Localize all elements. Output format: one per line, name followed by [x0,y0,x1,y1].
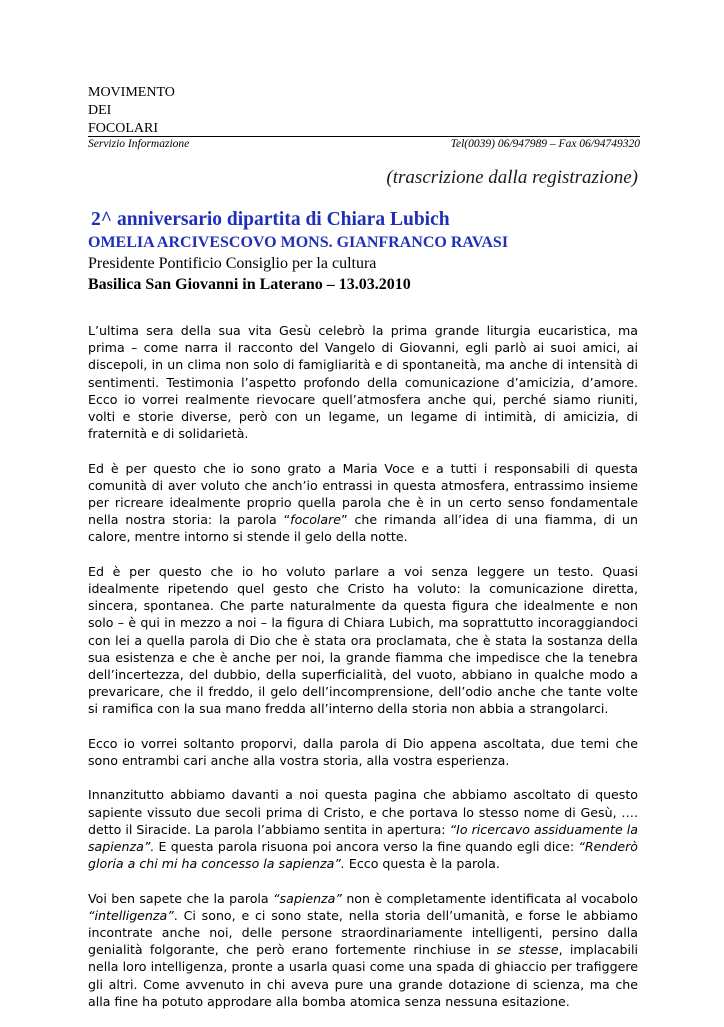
emphasis-intelligenza: “intelligenza” [88,907,174,923]
service-label: Servizio Informazione [88,138,190,150]
paragraph-6: Voi ben sapete che la parola “sapienza” non è completamente identificata al vocabolo “intelligenza”. Ci sono, e ci sono state, nella storia dell’umanità, e forse le abbiamo incontrate anche noi, delle persone straordinariamente intelligenti, persino dalla genialità folgorante, che però erano fortemente rinchiuse in se stesse, implacabili nella loro intelligenza, pronte a usarla quasi come una spada di ghiaccio per trafiggere gli altri. Come avvenuto in chi aveva pure una grande dotazione di scienza, ma che alla fine ha potuto approdare alla bomba atomica senza nessuna esitazione. [88,890,638,1009]
quote-ricercavo: “Io ricercavo assiduamente la sapienza”. [88,821,638,855]
emphasis-focolare: focolare [290,512,342,528]
transcription-note: (trascrizione dalla registrazione) [386,167,638,188]
header-divider [88,136,640,137]
document-body [88,322,638,1027]
speaker-role: Presidente Pontificio Consiglio per la cultura [88,255,377,272]
quote-rendero-gloria: “Renderò gloria a chi mi ha concesso la sapienza”. [88,839,638,872]
emphasis-sapienza: “sapienza” [273,890,342,906]
emphasis-se-stesse: se stesse [496,942,559,958]
paragraph-3: Ed è per questo che io ho voluto parlare a voi senza leggere un testo. Quasi idealmente ripetendo quel gesto che Cristo ha voluto: la comunicazione diretta, sincera, spontanea. Che parte naturalmente da questa figura che idealmente e non solo – è qui in mezzo a noi – la figura di Chiara Lubich, ma soprattutto incoraggiandoci con lei a quella parola di Dio che è stata ora proclamata, che è stata la sostanza della sua esistenza e che è anche per noi, la grande fiamma che impedisce che la tenebra dell’incertezza, del dubbio, della superficialità, del vuoto, abbiano in qualche modo a prevaricare, che il freddo, il gelo dell’incomprensione, dell’odio anche che tante volte si ramifica con la sua mano fredda all’interno della storia non abbia a strangolarci. [88,563,638,717]
anniversary-title: 2^ anniversario dipartita di Chiara Lubich [91,209,450,230]
org-name-line-2: DEI [88,103,112,118]
org-name-line-1: MOVIMENTO [88,85,175,100]
org-name-line-3: FOCOLARI [88,121,159,136]
header-subline [88,138,640,150]
paragraph-1: L’ultima sera della sua vita Gesù celebrò la prima grande liturgia eucaristica, ma prima – come narra il racconto del Vangelo di Giovanni, egli parlò ai suoi amici, ai discepoli, in un clima non solo di famigliarità e di spontaneità, ma anche di intensità di sentimenti. Testimonia l’aspetto profondo della comunicazione d’amicizia, d’amore. Ecco io vorrei realmente rievocare quell’atmosfera anche qui, perché siamo riuniti, volti e storie diverse, però con un legame, un legame di intimità, di amicizia, di fraternità e di solidarietà. [88,323,638,442]
paragraph-4: Ecco io vorrei soltanto proporvi, dalla parola di Dio appena ascoltata, due temi che sono entrambi cari anche alla vostra storia, alla vostra esperienza. [88,735,638,769]
paragraph-2: Ed è per questo che io sono grato a Maria Voce e a tutti i responsabili di questa comunità di aver voluto che anch’io entrassi in questa atmosfera, entrassimo insieme per ricreare idealmente proprio quella parola che è in un certo senso fondamentale nella nostra storia: la parola “focolare” che rimanda all’idea di una fiamma, di un calore, mentre intorno si stende il gelo della notte. [88,460,638,545]
organization-header [88,84,640,138]
document-title-block [88,208,648,296]
paragraph-5: Innanzitutto abbiamo davanti a noi questa pagina che abbiamo ascoltato di questo sapiente vissuto due secoli prima di Cristo, e che portava lo stesso nome di Gesù, …. detto il Siracide. La parola l’abbiamo sentita in apertura: “Io ricercavo assiduamente la sapienza”. E questa parola risuona poi ancora verso la fine quando egli dice: “Renderò gloria a chi mi ha concesso la sapienza”. Ecco questa è la parola. [88,787,638,872]
contact-info: Tel(0039) 06/947989 – Fax 06/94749320 [450,138,640,150]
place-date: Basilica San Giovanni in Laterano – 13.03.2010 [88,276,411,293]
homily-title: OMELIA ARCIVESCOVO MONS. GIANFRANCO RAVASI [88,234,509,251]
